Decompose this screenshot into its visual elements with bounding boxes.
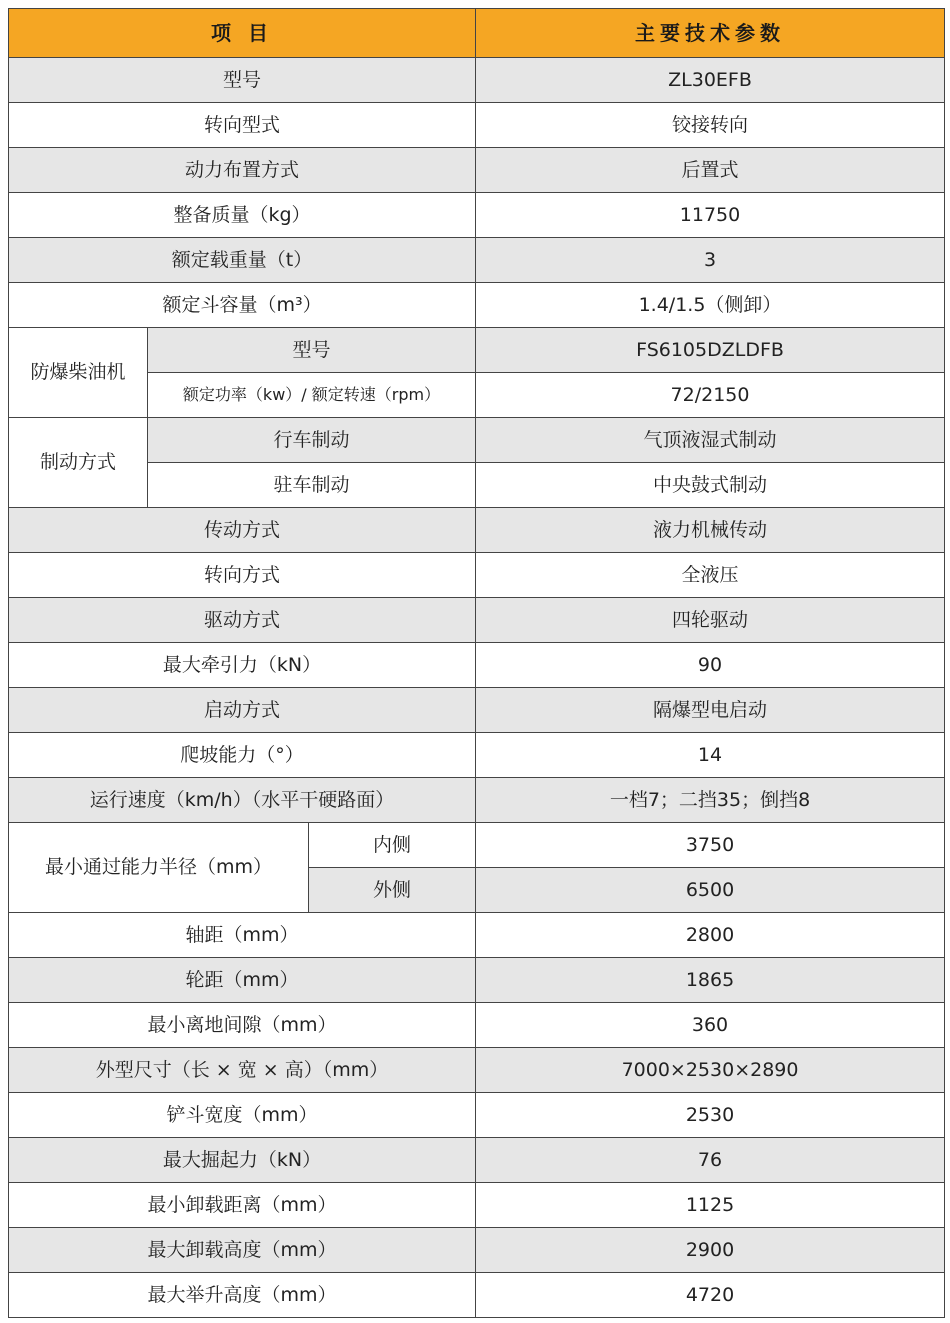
table-row xyxy=(9,1228,945,1273)
row-value: 液力机械传动 xyxy=(476,508,945,553)
table-row xyxy=(9,418,945,463)
table-row xyxy=(9,238,945,283)
row-label: 最小离地间隙（mm） xyxy=(9,1003,476,1048)
row-label: 启动方式 xyxy=(9,688,476,733)
table-row xyxy=(9,553,945,598)
row-label: 最大举升高度（mm） xyxy=(9,1273,476,1318)
row-value: 中央鼓式制动 xyxy=(476,463,945,508)
row-value: 全液压 xyxy=(476,553,945,598)
row-value: 一档7；二挡35；倒挡8 xyxy=(476,778,945,823)
spec-table xyxy=(8,8,945,1318)
table-row xyxy=(9,598,945,643)
row-label: 动力布置方式 xyxy=(9,148,476,193)
row-label: 整备质量（kg） xyxy=(9,193,476,238)
row-label: 型号 xyxy=(9,58,476,103)
row-value: 76 xyxy=(476,1138,945,1183)
row-label: 内侧 xyxy=(309,823,476,868)
table-row xyxy=(9,373,945,418)
row-label: 转向型式 xyxy=(9,103,476,148)
table-row xyxy=(9,643,945,688)
row-label: 铲斗宽度（mm） xyxy=(9,1093,476,1138)
table-row xyxy=(9,913,945,958)
row-label: 爬坡能力（°） xyxy=(9,733,476,778)
row-label: 驱动方式 xyxy=(9,598,476,643)
table-row xyxy=(9,193,945,238)
table-row xyxy=(9,1048,945,1093)
group-label-engine: 防爆柴油机 xyxy=(9,328,148,418)
row-label: 最大牵引力（kN） xyxy=(9,643,476,688)
table-row xyxy=(9,58,945,103)
row-label: 额定斗容量（m³） xyxy=(9,283,476,328)
row-value: 2530 xyxy=(476,1093,945,1138)
row-label: 最小卸载距离（mm） xyxy=(9,1183,476,1228)
table-row xyxy=(9,1138,945,1183)
row-value: 气顶液湿式制动 xyxy=(476,418,945,463)
row-value: 72/2150 xyxy=(476,373,945,418)
row-value: 铰接转向 xyxy=(476,103,945,148)
group-label-brake: 制动方式 xyxy=(9,418,148,508)
row-label: 型号 xyxy=(148,328,476,373)
row-value: ZL30EFB xyxy=(476,58,945,103)
row-value: 4720 xyxy=(476,1273,945,1318)
row-value: 1.4/1.5（侧卸） xyxy=(476,283,945,328)
table-row xyxy=(9,463,945,508)
group-label-turn-radius: 最小通过能力半径（mm） xyxy=(9,823,309,913)
row-value: 3750 xyxy=(476,823,945,868)
row-value: 360 xyxy=(476,1003,945,1048)
row-label: 运行速度（km/h）（水平干硬路面） xyxy=(9,778,476,823)
row-value: 后置式 xyxy=(476,148,945,193)
row-value: 7000×2530×2890 xyxy=(476,1048,945,1093)
table-header xyxy=(9,9,945,58)
row-label: 最大卸载高度（mm） xyxy=(9,1228,476,1273)
row-label: 最大掘起力（kN） xyxy=(9,1138,476,1183)
table-row xyxy=(9,688,945,733)
table-row xyxy=(9,328,945,373)
row-label: 驻车制动 xyxy=(148,463,476,508)
row-value: 2900 xyxy=(476,1228,945,1273)
row-value: 3 xyxy=(476,238,945,283)
row-label: 轴距（mm） xyxy=(9,913,476,958)
row-label: 外侧 xyxy=(309,868,476,913)
row-label: 轮距（mm） xyxy=(9,958,476,1003)
row-value: FS6105DZLDFB xyxy=(476,328,945,373)
table-row xyxy=(9,733,945,778)
table-row xyxy=(9,1183,945,1228)
table-row xyxy=(9,283,945,328)
row-value: 6500 xyxy=(476,868,945,913)
row-value: 隔爆型电启动 xyxy=(476,688,945,733)
table-row xyxy=(9,958,945,1003)
row-value: 90 xyxy=(476,643,945,688)
table-row xyxy=(9,823,945,868)
table-row xyxy=(9,508,945,553)
row-value: 14 xyxy=(476,733,945,778)
row-label: 额定功率（kw）/ 额定转速（rpm） xyxy=(148,373,476,418)
header-item: 项 目 xyxy=(9,9,476,58)
row-label: 额定载重量（t） xyxy=(9,238,476,283)
row-label: 转向方式 xyxy=(9,553,476,598)
row-label: 外型尺寸（长 × 宽 × 高）（mm） xyxy=(9,1048,476,1093)
row-label: 传动方式 xyxy=(9,508,476,553)
row-label: 行车制动 xyxy=(148,418,476,463)
row-value: 2800 xyxy=(476,913,945,958)
row-value: 1125 xyxy=(476,1183,945,1228)
header-value: 主要技术参数 xyxy=(476,9,945,58)
table-row xyxy=(9,148,945,193)
table-row xyxy=(9,1273,945,1318)
table-row xyxy=(9,103,945,148)
row-value: 四轮驱动 xyxy=(476,598,945,643)
table-row xyxy=(9,1003,945,1048)
row-value: 11750 xyxy=(476,193,945,238)
table-row xyxy=(9,778,945,823)
row-value: 1865 xyxy=(476,958,945,1003)
table-row xyxy=(9,1093,945,1138)
